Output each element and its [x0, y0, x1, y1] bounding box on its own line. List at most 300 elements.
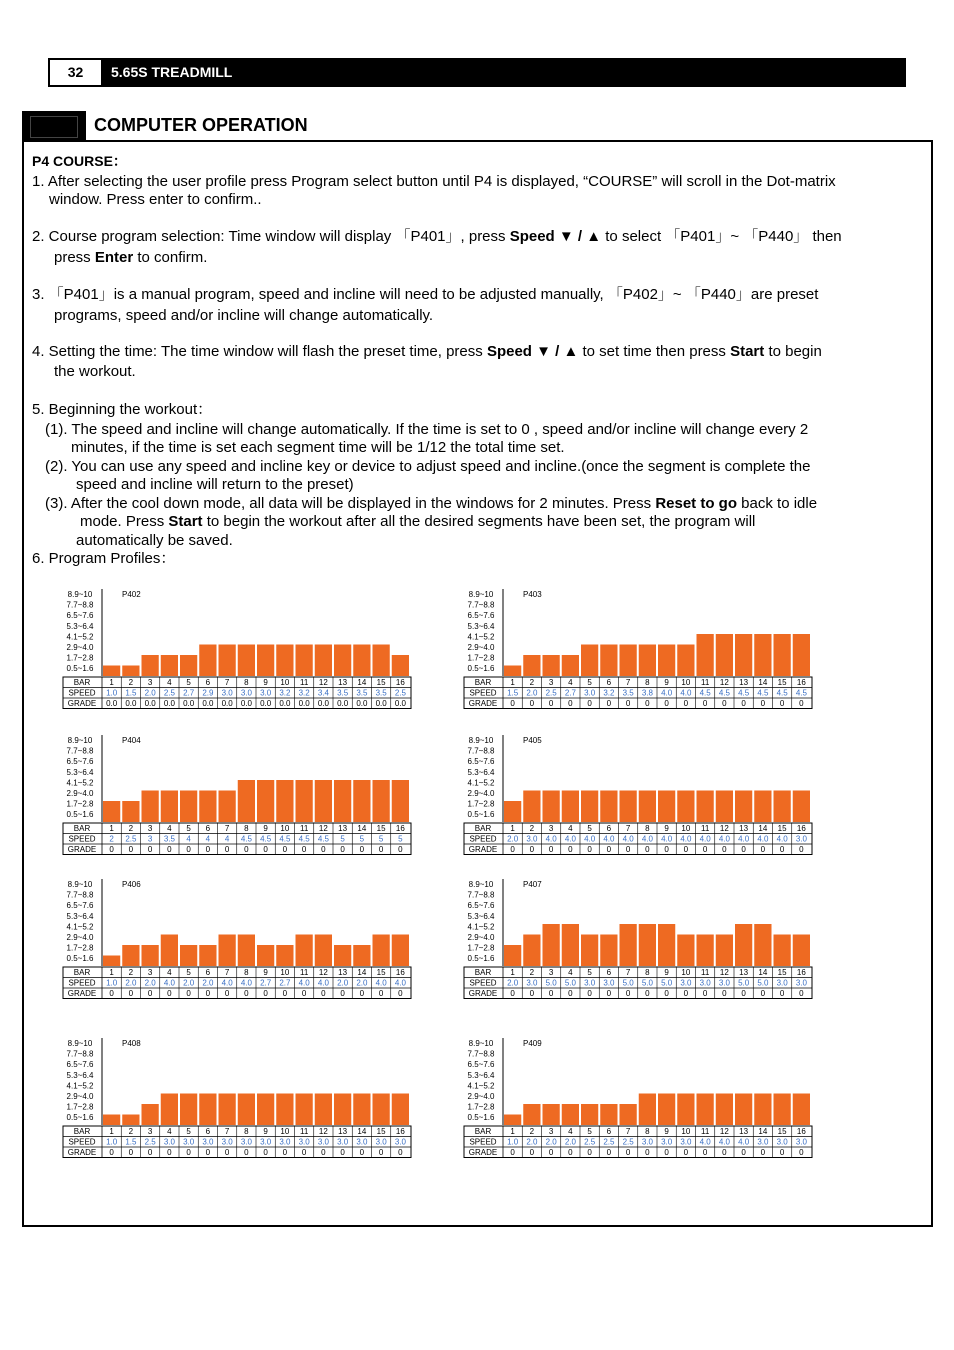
row-label-grade: GRADE — [468, 989, 498, 998]
speed-value: 4 — [205, 834, 211, 844]
speed-value: 4.0 — [661, 688, 673, 698]
bar-number: 9 — [664, 678, 669, 687]
grade-value: 0.0 — [260, 699, 272, 708]
program-title: P409 — [523, 1039, 542, 1048]
bar-number: 8 — [244, 824, 249, 833]
grade-value: 0 — [244, 1148, 249, 1157]
grade-value: 0.0 — [125, 699, 137, 708]
profile-chart-svg — [463, 731, 813, 856]
bar-number: 15 — [376, 968, 386, 977]
level-label: 0.5~1.6 — [467, 954, 495, 964]
grade-value: 0 — [263, 989, 268, 998]
grade-value: 0 — [244, 989, 249, 998]
bar-number: 15 — [376, 1127, 386, 1136]
profile-bar — [219, 935, 236, 967]
bar-number: 12 — [318, 678, 328, 687]
profile-bar — [257, 945, 274, 966]
bar-number: 1 — [510, 824, 515, 833]
bar-number: 7 — [224, 678, 230, 687]
grade-value: 0 — [548, 989, 554, 998]
profile-bar — [754, 924, 771, 966]
profile-bar — [257, 780, 274, 822]
step-5-1-line-2: minutes, if the time is set each segment time will be 1/12 the total time set. — [71, 439, 565, 456]
bar-number: 12 — [318, 824, 328, 833]
grade-value: 0 — [664, 1148, 669, 1157]
grade-value: 0.0 — [163, 699, 175, 708]
grade-value: 0 — [645, 989, 650, 998]
level-label: 5.3~6.4 — [66, 767, 94, 777]
bar-number: 13 — [739, 678, 749, 687]
speed-value: 2.0 — [183, 978, 195, 988]
profile-bar — [353, 645, 370, 677]
step-3-line-1: 3. 「P401」is a manual program, speed and incline will need to be adjusted manually, 「P402」~ 「P440」are preset — [32, 286, 819, 303]
speed-value: 1.5 — [125, 688, 137, 698]
level-label: 1.7~2.8 — [66, 1102, 94, 1112]
bar-number: 5 — [186, 968, 191, 977]
speed-value: 2.0 — [356, 978, 368, 988]
speed-value: 4.0 — [738, 834, 750, 844]
step-5-3-text: (3). After the cool down mode, all data will be displayed in the windows for 2 minutes. Press — [45, 495, 652, 512]
grade-value: 0 — [683, 989, 689, 998]
bar-number: 6 — [606, 1127, 612, 1136]
bar-number: 4 — [568, 1127, 573, 1136]
speed-value: 3.2 — [603, 688, 615, 698]
bar-number: 4 — [167, 1127, 172, 1136]
bar-number: 10 — [681, 678, 691, 687]
bar-number: 7 — [224, 824, 230, 833]
bar-number: 15 — [376, 678, 386, 687]
grade-value: 0 — [282, 989, 288, 998]
bar-number: 12 — [318, 968, 328, 977]
level-label: 1.7~2.8 — [66, 653, 94, 663]
grade-value: 0 — [109, 989, 114, 998]
bar-number: 11 — [299, 968, 309, 977]
row-label-bar: BAR — [73, 678, 91, 687]
profile-chart-svg — [463, 1034, 813, 1159]
speed-value: 3.4 — [317, 688, 329, 698]
profile-bar — [180, 945, 197, 966]
profile-bar — [353, 1094, 370, 1126]
speed-value: 4.0 — [680, 834, 692, 844]
bar-number: 16 — [796, 678, 806, 687]
start-key-label: Start — [730, 343, 765, 360]
speed-value: 3.0 — [680, 978, 692, 988]
profile-bar — [735, 1094, 752, 1126]
profile-chart — [62, 1034, 412, 1164]
bar-number: 14 — [758, 968, 768, 977]
manual-title: 5.65S TREADMILL — [111, 64, 233, 80]
level-label: 2.9~4.0 — [66, 933, 94, 942]
grade-value: 0 — [529, 699, 535, 708]
bar-number: 1 — [510, 968, 515, 977]
speed-value: 3.2 — [298, 688, 310, 698]
profile-bar — [562, 655, 579, 676]
grade-value: 0 — [186, 989, 191, 998]
grade-value: 0 — [760, 845, 766, 854]
grade-value: 0 — [625, 1148, 631, 1157]
grade-value: 0 — [340, 1148, 345, 1157]
bar-number: 1 — [109, 1127, 114, 1136]
grade-value: 0 — [301, 1148, 307, 1157]
level-label: 8.9~10 — [67, 1039, 93, 1048]
grade-value: 0 — [321, 989, 326, 998]
speed-value: 4.0 — [221, 978, 233, 988]
profile-bar — [658, 924, 675, 966]
bar-number: 9 — [664, 1127, 669, 1136]
bar-number: 11 — [700, 824, 710, 833]
profile-bar — [639, 645, 656, 677]
speed-value: 4.0 — [738, 1137, 750, 1147]
profile-bar — [315, 645, 332, 677]
profile-bar — [276, 945, 293, 966]
level-label: 4.1~5.2 — [467, 1081, 495, 1091]
row-label-speed: SPEED — [469, 978, 497, 988]
profile-chart — [62, 585, 412, 715]
level-label: 5.3~6.4 — [66, 621, 94, 631]
bar-number: 6 — [606, 678, 612, 687]
grade-value: 0 — [398, 1148, 403, 1157]
speed-value: 5.0 — [641, 978, 653, 988]
bar-number: 2 — [128, 678, 134, 687]
level-label: 7.7~8.8 — [467, 600, 495, 610]
grade-value: 0 — [702, 989, 708, 998]
grade-value: 0 — [799, 989, 804, 998]
bar-number: 2 — [128, 824, 134, 833]
grade-value: 0 — [510, 989, 515, 998]
bar-number: 8 — [244, 968, 249, 977]
step-5-3-line-3: automatically be saved. — [76, 532, 233, 549]
speed-value: 3.0 — [240, 688, 252, 698]
grade-value: 0 — [128, 1148, 134, 1157]
bar-number: 2 — [529, 678, 535, 687]
profile-bar — [639, 1094, 656, 1126]
grade-value: 0 — [548, 699, 554, 708]
bar-number: 12 — [719, 968, 729, 977]
level-label: 2.9~4.0 — [467, 1092, 495, 1101]
grade-value: 0 — [147, 989, 153, 998]
grade-value: 0.0 — [317, 699, 329, 708]
bar-number: 4 — [568, 678, 573, 687]
speed-value: 2.7 — [183, 688, 195, 698]
row-label-speed: SPEED — [469, 834, 497, 844]
profile-bar — [199, 1094, 216, 1126]
speed-value: 4.0 — [603, 834, 615, 844]
profile-bar — [639, 791, 656, 823]
profile-bar — [161, 655, 178, 676]
program-title: P402 — [122, 590, 141, 599]
bar-number: 3 — [548, 678, 554, 687]
profile-bar — [161, 1094, 178, 1126]
profile-chart — [62, 731, 412, 861]
grade-value: 0 — [722, 989, 727, 998]
speed-value: 1.0 — [106, 688, 118, 698]
bar-number: 14 — [357, 824, 367, 833]
bar-number: 15 — [777, 678, 787, 687]
profile-bar — [142, 1104, 159, 1125]
speed-value: 4.0 — [699, 1137, 711, 1147]
profile-bar — [103, 666, 120, 677]
profile-bar — [774, 791, 791, 823]
level-label: 7.7~8.8 — [66, 600, 94, 610]
level-label: 2.9~4.0 — [467, 643, 495, 652]
grade-value: 0 — [587, 1148, 592, 1157]
grade-value: 0 — [568, 1148, 573, 1157]
profile-bar — [373, 1094, 390, 1126]
profile-bar — [774, 935, 791, 967]
profile-bar — [334, 1094, 351, 1126]
course-title: P4 COURSE： — [32, 153, 127, 169]
bar-number: 14 — [758, 1127, 768, 1136]
speed-value: 2.0 — [144, 688, 156, 698]
profile-bar — [774, 634, 791, 676]
profile-bar — [735, 924, 752, 966]
page-number: 32 — [50, 60, 101, 85]
bar-number: 14 — [357, 678, 367, 687]
level-label: 7.7~8.8 — [66, 890, 94, 900]
grade-value: 0 — [683, 1148, 689, 1157]
speed-value: 2.5 — [603, 1137, 615, 1147]
grade-value: 0 — [568, 699, 573, 708]
grade-value: 0 — [186, 845, 191, 854]
grade-value: 0 — [147, 1148, 153, 1157]
step-4-line-2: the workout. — [54, 363, 136, 380]
profile-bar — [334, 945, 351, 966]
speed-value: 2.0 — [337, 978, 349, 988]
grade-value: 0 — [664, 989, 669, 998]
grade-value: 0 — [224, 989, 230, 998]
profile-chart-svg — [62, 875, 412, 1000]
level-label: 6.5~7.6 — [467, 1060, 495, 1070]
speed-value: 3.5 — [163, 834, 175, 844]
level-label: 8.9~10 — [468, 1039, 494, 1048]
section-marker-inner — [30, 116, 78, 138]
speed-value: 5.0 — [738, 978, 750, 988]
step-2-line-1 — [32, 228, 842, 246]
level-label: 7.7~8.8 — [467, 1049, 495, 1059]
level-label: 2.9~4.0 — [467, 789, 495, 798]
bar-number: 7 — [625, 1127, 631, 1136]
bar-number: 9 — [664, 824, 669, 833]
speed-value: 5.0 — [757, 978, 769, 988]
bar-number: 14 — [758, 678, 768, 687]
profile-bar — [180, 655, 197, 676]
speed-value: 3.5 — [337, 688, 349, 698]
profile-bar — [103, 1115, 120, 1126]
speed-value: 2.5 — [545, 688, 557, 698]
speed-value: 4.5 — [699, 688, 711, 698]
section-marker — [22, 111, 86, 141]
level-label: 1.7~2.8 — [66, 799, 94, 809]
level-label: 8.9~10 — [67, 880, 93, 889]
level-label: 6.5~7.6 — [66, 1060, 94, 1070]
grade-value: 0 — [510, 699, 515, 708]
grade-value: 0 — [760, 989, 766, 998]
profile-bar — [677, 791, 694, 823]
bar-number: 16 — [796, 968, 806, 977]
speed-value: 3.0 — [776, 1137, 788, 1147]
profile-bar — [543, 1104, 560, 1125]
profile-bar — [373, 645, 390, 677]
profile-chart-svg — [62, 1034, 412, 1159]
profile-bar — [639, 924, 656, 966]
bar-number: 16 — [395, 968, 405, 977]
profile-bar — [562, 791, 579, 823]
bar-number: 9 — [263, 1127, 268, 1136]
bar-number: 9 — [263, 824, 268, 833]
grade-value: 0 — [664, 699, 669, 708]
profile-bar — [716, 935, 733, 967]
profile-chart — [463, 875, 813, 1005]
profile-bar — [620, 791, 637, 823]
profile-bar — [219, 791, 236, 823]
level-label: 6.5~7.6 — [66, 757, 94, 767]
speed-value: 4.0 — [718, 834, 730, 844]
program-title: P405 — [523, 736, 542, 745]
bar-number: 9 — [263, 678, 268, 687]
speed-value: 3.5 — [375, 688, 387, 698]
profile-bar — [754, 791, 771, 823]
profile-bar — [543, 791, 560, 823]
grade-value: 0 — [147, 845, 153, 854]
speed-value: 3.0 — [776, 978, 788, 988]
profile-chart-svg — [62, 731, 412, 856]
speed-value: 5 — [340, 834, 345, 844]
level-label: 2.9~4.0 — [66, 643, 94, 652]
grade-value: 0 — [587, 845, 592, 854]
bar-number: 4 — [167, 678, 172, 687]
bar-number: 6 — [205, 824, 211, 833]
profile-bar — [697, 791, 714, 823]
grade-value: 0.0 — [202, 699, 214, 708]
bar-number: 3 — [147, 678, 153, 687]
grade-value: 0 — [321, 1148, 326, 1157]
grade-value: 0 — [606, 699, 612, 708]
speed-value: 2.0 — [507, 978, 519, 988]
grade-value: 0.0 — [356, 699, 368, 708]
speed-value: 4.5 — [757, 688, 769, 698]
speed-value: 5 — [359, 834, 365, 844]
speed-value: 4.0 — [680, 688, 692, 698]
profile-bar — [161, 791, 178, 823]
speed-value: 4.0 — [394, 978, 406, 988]
grade-value: 0 — [109, 845, 114, 854]
profile-bar — [620, 645, 637, 677]
bar-number: 10 — [681, 968, 691, 977]
level-label: 4.1~5.2 — [66, 922, 94, 932]
level-label: 6.5~7.6 — [467, 611, 495, 621]
step-3-line-2: programs, speed and/or incline will change automatically. — [54, 307, 434, 324]
profile-bar — [600, 935, 617, 967]
profile-bar — [581, 791, 598, 823]
profile-bar — [353, 780, 370, 822]
row-label-grade: GRADE — [468, 845, 498, 854]
row-label-bar: BAR — [474, 1127, 492, 1136]
profile-bar — [716, 791, 733, 823]
bar-number: 2 — [128, 968, 134, 977]
grade-value: 0 — [799, 699, 804, 708]
grade-value: 0 — [779, 989, 785, 998]
profile-bar — [543, 924, 560, 966]
row-label-grade: GRADE — [468, 1148, 498, 1157]
bar-number: 13 — [739, 824, 749, 833]
grade-value: 0 — [645, 845, 650, 854]
profile-bar — [373, 935, 390, 967]
bar-number: 6 — [606, 824, 612, 833]
profile-bar — [793, 634, 810, 676]
bar-number: 4 — [568, 968, 573, 977]
speed-value: 4.0 — [564, 834, 576, 844]
bar-number: 11 — [299, 1127, 309, 1136]
profile-chart — [463, 1034, 813, 1164]
level-label: 5.3~6.4 — [66, 911, 94, 921]
step-5-heading: 5. Beginning the workout： — [32, 401, 213, 418]
profile-bar — [793, 1094, 810, 1126]
row-label-grade: GRADE — [67, 1148, 97, 1157]
bar-number: 3 — [548, 824, 554, 833]
step-2-line-2 — [54, 249, 207, 267]
grade-value: 0 — [224, 845, 230, 854]
grade-value: 0 — [529, 1148, 535, 1157]
profile-bar — [315, 1094, 332, 1126]
speed-value: 4.0 — [641, 834, 653, 844]
bar-number: 5 — [186, 1127, 191, 1136]
speed-value: 5 — [398, 834, 403, 844]
bar-number: 9 — [263, 968, 268, 977]
bar-number: 13 — [338, 1127, 348, 1136]
bar-number: 10 — [681, 824, 691, 833]
grade-value: 0.0 — [106, 699, 118, 708]
grade-value: 0 — [378, 845, 384, 854]
step-5-3-line-1 — [45, 495, 817, 513]
row-label-bar: BAR — [73, 1127, 91, 1136]
bar-number: 2 — [529, 824, 535, 833]
profile-bar — [600, 791, 617, 823]
level-label: 6.5~7.6 — [66, 611, 94, 621]
bar-number: 13 — [338, 678, 348, 687]
speed-value: 3.0 — [221, 1137, 233, 1147]
profile-bar — [199, 645, 216, 677]
profile-bar — [296, 780, 313, 822]
profile-bar — [716, 1094, 733, 1126]
program-title: P407 — [523, 880, 542, 889]
speed-value: 2.0 — [564, 1137, 576, 1147]
row-label-bar: BAR — [73, 968, 91, 977]
bar-number: 10 — [280, 1127, 290, 1136]
profile-bar — [581, 935, 598, 967]
speed-value: 2.5 — [144, 1137, 156, 1147]
profile-chart — [463, 585, 813, 715]
bar-number: 15 — [777, 824, 787, 833]
speed-value: 3.0 — [260, 688, 272, 698]
step-4-text: 4. Setting the time: The time window will flash the preset time, press — [32, 343, 483, 360]
speed-value: 4.0 — [776, 834, 788, 844]
grade-value: 0.0 — [279, 699, 291, 708]
program-title: P404 — [122, 736, 141, 745]
grade-value: 0.0 — [298, 699, 310, 708]
profile-bar — [754, 634, 771, 676]
speed-value: 4 — [224, 834, 230, 844]
grade-value: 0.0 — [221, 699, 233, 708]
level-label: 1.7~2.8 — [467, 653, 495, 663]
grade-value: 0 — [109, 1148, 114, 1157]
speed-value: 4.0 — [545, 834, 557, 844]
speed-value: 2.0 — [507, 834, 519, 844]
speed-value: 3.0 — [641, 1137, 653, 1147]
profile-bar — [296, 1094, 313, 1126]
grade-value: 0 — [167, 845, 172, 854]
profile-bar — [754, 1094, 771, 1126]
grade-value: 0 — [799, 845, 804, 854]
